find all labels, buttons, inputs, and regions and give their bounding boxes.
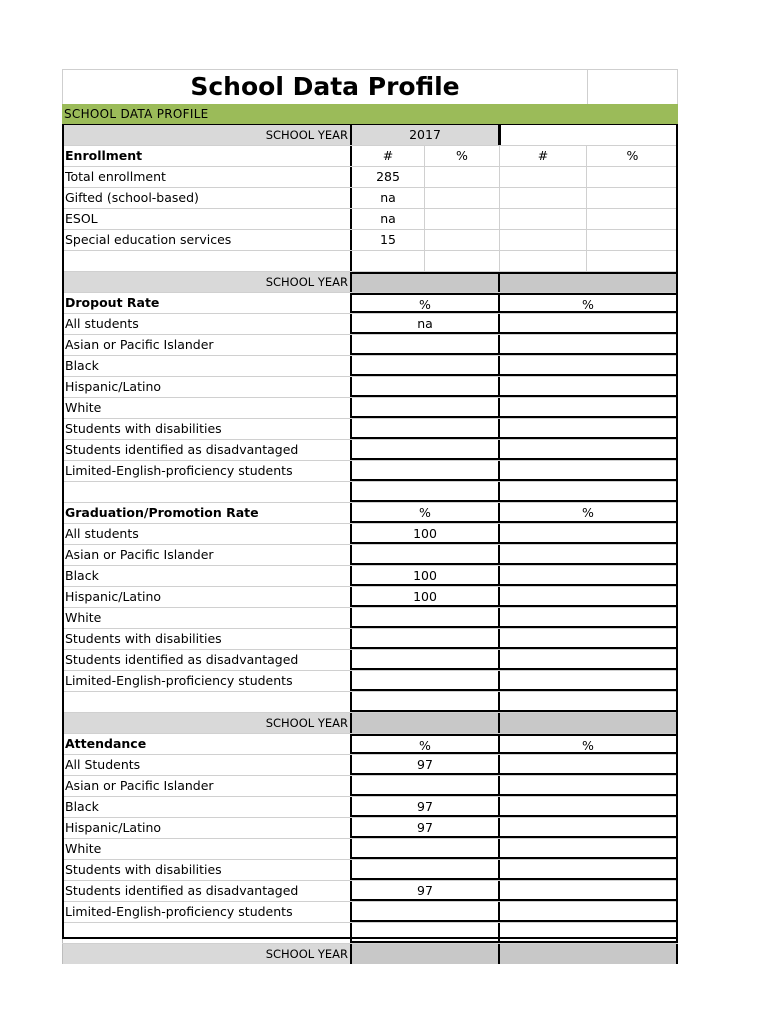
row-label: Asian or Pacific Islander [62,545,350,565]
col-num-2: # [500,146,587,166]
col-num-1: # [350,146,425,166]
row-label: Limited-English-proficiency students [62,461,350,481]
value-pct-2[interactable] [587,230,678,250]
row-label: Students with disabilities [62,629,350,649]
value-cell-1[interactable] [350,629,500,649]
value-pct-1[interactable] [425,167,500,187]
banner-label: SCHOOL DATA PROFILE [64,107,209,121]
table-row [62,209,678,230]
row-label: Hispanic/Latino [62,587,350,607]
value-pct-2[interactable] [587,188,678,208]
value-num-2[interactable] [500,230,587,250]
value-cell-2[interactable] [500,377,678,397]
value-cell-1[interactable]: 97 [350,755,500,775]
table-row [62,797,678,818]
value-cell-1[interactable]: 100 [350,587,500,607]
col-pct-2: % [626,148,639,163]
school-year-row [62,125,678,146]
school-year-row [62,272,678,293]
value-cell-2[interactable] [500,629,678,649]
page-title: School Data Profile [190,72,460,101]
table-row [62,860,678,881]
value-pct-2[interactable] [587,209,678,229]
value-cell-2[interactable] [500,419,678,439]
value-cell-2[interactable] [500,818,678,838]
banner-row [62,104,678,125]
value-num-1[interactable]: 15 [350,230,425,250]
row-label: White [62,608,350,628]
spacer-cell-2[interactable] [425,251,500,271]
spacer-cell-2[interactable] [500,482,678,502]
value-cell-2[interactable] [500,335,678,355]
spacer-row [62,482,678,503]
table-row [62,587,678,608]
row-label: Asian or Pacific Islander [62,776,350,796]
col-pct-2: % [500,293,678,313]
school-year-label: SCHOOL YEAR [62,713,350,733]
table-row [62,818,678,839]
col-pct-1: % [350,734,500,754]
row-label: All Students [62,755,350,775]
spacer-cell [62,482,350,502]
school-year-value-2[interactable] [500,272,678,292]
value-cell-2[interactable] [500,524,678,544]
value-num-2[interactable] [500,167,587,187]
row-label: Asian or Pacific Islander [62,335,350,355]
spacer-cell-1[interactable] [350,251,425,271]
table-row [62,335,678,356]
spreadsheet [62,69,678,964]
table-row [62,566,678,587]
row-label: All students [62,524,350,544]
col-pct-1: % [350,503,500,523]
value-cell-2[interactable] [500,860,678,880]
value-cell-2[interactable] [500,566,678,586]
table-row [62,650,678,671]
table-row [62,188,678,209]
col-pct-2: % [500,503,678,523]
table-row [62,440,678,461]
row-label: Black [62,356,350,376]
enrollment-header-row [62,146,678,167]
table-row [62,524,678,545]
table-row [62,881,678,902]
spacer-cell-1[interactable] [350,482,500,502]
value-cell-1[interactable] [350,461,500,481]
value-cell-1[interactable] [350,776,500,796]
col-pct-2: % [500,734,678,754]
value-cell-1[interactable] [350,671,500,691]
enrollment-heading: Enrollment [62,146,350,166]
title-row [62,69,678,104]
school-year-row [62,944,678,964]
value-pct-2[interactable] [587,167,678,187]
table-row [62,902,678,923]
table-row [62,608,678,629]
spacer-row [62,251,678,272]
value-cell-2[interactable] [500,776,678,796]
value-cell-1[interactable]: 97 [350,818,500,838]
row-label: Students identified as disadvantaged [62,881,350,901]
value-pct-1[interactable] [425,188,500,208]
school-year-value-2[interactable] [500,125,678,145]
spacer-row [62,923,678,944]
value-cell-2[interactable] [500,881,678,901]
graduation-heading: Graduation/Promotion Rate [62,503,350,523]
value-cell-1[interactable] [350,545,500,565]
table-row [62,230,678,251]
row-label: Hispanic/Latino [62,377,350,397]
school-year-row [62,713,678,734]
value-cell-1[interactable] [350,650,500,670]
value-num-1[interactable]: 285 [350,167,425,187]
dropout-heading: Dropout Rate [62,293,350,313]
value-cell-2[interactable] [500,398,678,418]
school-year-value[interactable] [350,944,500,964]
value-pct-1[interactable] [425,209,500,229]
table-row [62,419,678,440]
graduation-header-row [62,503,678,524]
value-cell-1[interactable]: na [350,314,500,334]
table-row [62,671,678,692]
school-year-value[interactable]: 2017 [350,125,500,145]
row-label: Special education services [62,230,350,250]
spacer-cell [62,923,350,943]
table-row [62,314,678,335]
school-year-label: SCHOOL YEAR [62,125,350,145]
value-cell-1[interactable]: 97 [350,797,500,817]
value-cell-2[interactable] [500,902,678,922]
value-cell-1[interactable] [350,356,500,376]
value-num-1[interactable]: na [350,188,425,208]
table-row [62,461,678,482]
value-cell-2[interactable] [500,545,678,565]
value-cell-2[interactable] [500,608,678,628]
table-row [62,167,678,188]
spacer-cell-2[interactable] [500,923,678,943]
table-row [62,377,678,398]
row-label: Students with disabilities [62,860,350,880]
row-label: White [62,398,350,418]
col-pct-1: % [425,146,500,166]
row-label: Students with disabilities [62,419,350,439]
value-cell-1[interactable]: 100 [350,524,500,544]
school-year-value-2[interactable] [500,713,678,733]
spacer-cell-2[interactable] [500,692,678,712]
row-label: Limited-English-proficiency students [62,902,350,922]
table-row [62,776,678,797]
value-cell-1[interactable] [350,860,500,880]
table-row [62,629,678,650]
spacer-cell-4[interactable] [587,251,678,271]
table-row [62,356,678,377]
spacer-cell [62,251,350,271]
table-row [62,398,678,419]
value-cell-2[interactable] [500,797,678,817]
value-cell-1[interactable] [350,377,500,397]
value-cell-2[interactable] [500,650,678,670]
value-cell-1[interactable] [350,608,500,628]
value-cell-1[interactable] [350,902,500,922]
school-year-label: SCHOOL YEAR [62,944,350,964]
row-label: Black [62,566,350,586]
row-label: Gifted (school-based) [62,188,350,208]
value-cell-1[interactable] [350,839,500,859]
value-num-2[interactable] [500,209,587,229]
table-row [62,755,678,776]
spacer-cell-1[interactable] [350,923,500,943]
row-label: White [62,839,350,859]
value-cell-1[interactable]: 100 [350,566,500,586]
value-cell-2[interactable] [500,587,678,607]
value-cell-1[interactable] [350,440,500,460]
school-year-value-2[interactable] [500,944,678,964]
spacer-row [62,692,678,713]
row-label: Students identified as disadvantaged [62,650,350,670]
value-pct-1[interactable] [425,230,500,250]
row-label: All students [62,314,350,334]
school-year-label: SCHOOL YEAR [62,272,350,292]
value-num-1[interactable]: na [350,209,425,229]
table-row [62,545,678,566]
school-year-value[interactable] [350,713,500,733]
value-cell-2[interactable] [500,440,678,460]
row-label: ESOL [62,209,350,229]
row-label: Students identified as disadvantaged [62,440,350,460]
value-cell-1[interactable] [350,419,500,439]
col-pct-1: % [350,293,500,313]
row-label: Black [62,797,350,817]
spacer-cell-1[interactable] [350,692,500,712]
value-cell-2[interactable] [500,671,678,691]
school-year-value[interactable] [350,272,500,292]
spacer-cell-3[interactable] [500,251,587,271]
value-num-2[interactable] [500,188,587,208]
attendance-header-row [62,734,678,755]
attendance-heading: Attendance [62,734,350,754]
spacer-cell [62,692,350,712]
value-cell-2[interactable] [500,356,678,376]
value-cell-1[interactable] [350,335,500,355]
value-cell-2[interactable] [500,839,678,859]
table-row [62,839,678,860]
dropout-header-row [62,293,678,314]
value-cell-2[interactable] [500,461,678,481]
value-cell-2[interactable] [500,314,678,334]
value-cell-1[interactable] [350,398,500,418]
row-label: Limited-English-proficiency students [62,671,350,691]
title-side-cell[interactable] [587,70,679,104]
value-cell-2[interactable] [500,755,678,775]
value-cell-1[interactable]: 97 [350,881,500,901]
row-label: Total enrollment [62,167,350,187]
row-label: Hispanic/Latino [62,818,350,838]
